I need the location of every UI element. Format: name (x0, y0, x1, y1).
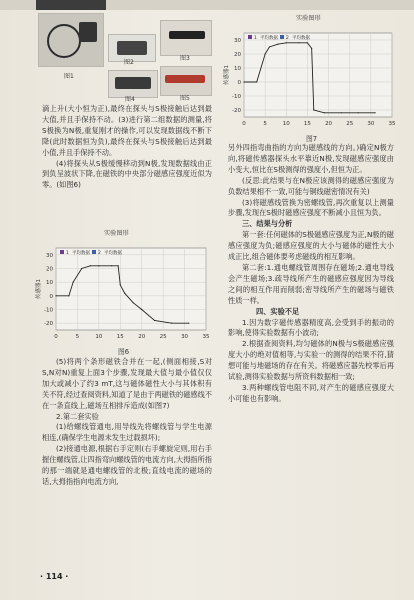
y-tick-label: -20 (232, 108, 241, 114)
right-column (228, 143, 394, 405)
series-point (269, 46, 270, 47)
series-point (171, 323, 172, 324)
y-tick-label: 0 (49, 293, 53, 300)
figure-7-caption: 图7 (306, 135, 318, 143)
photo-1 (38, 13, 104, 67)
y-tick-label: 10 (234, 66, 241, 72)
legend-entry: 1 (254, 36, 257, 41)
photo-caption-1: 图1 (64, 73, 74, 80)
series-point (118, 265, 119, 266)
page-header-tab (36, 0, 106, 10)
series-point (90, 265, 91, 266)
x-tick-label: 5 (75, 334, 80, 340)
series-point (55, 295, 56, 296)
series-point (68, 295, 69, 296)
series-point (154, 320, 155, 321)
right-paragraph-1: 另外四指弯曲指的方向为磁感线的方向。)确定N极方向,将磁传感器探头水平靠近N极,发现磁感应强度由小变大,恒比在S极测得的强度小,但恒为正。 (228, 143, 394, 174)
results-heading: 三、结果与分析 (242, 219, 293, 229)
series-point (81, 268, 82, 269)
series-point (133, 302, 134, 303)
x-tick-label: 0 (242, 121, 246, 127)
x-tick-label: 5 (263, 121, 267, 127)
right-paragraph-2: (反思:此结果与在N极应该测得的磁感应强度为负数结果相不一致,可能与铜线磁密情况有关) (228, 175, 394, 196)
y-axis-label: 传感器1 (224, 65, 230, 85)
y-tick-label: 20 (234, 52, 241, 58)
photo-caption-3: 图3 (180, 55, 190, 62)
figure-7-title: 实验图形 (296, 15, 321, 22)
y-tick-label: 10 (46, 280, 53, 287)
y-tick-label: 30 (46, 252, 53, 259)
figure-6-chart (34, 236, 214, 344)
x-tick-label: 25 (346, 121, 354, 127)
x-tick-label: 20 (325, 121, 333, 127)
left-paragraph-3: (5)将两个条形磁铁合并在一起,(侧面相接,S对S,N对N)重复上面3个步骤,发现最大值与最小值仅仅加大或减小了约3 mT,这与磁体磁性大小与其体积有关不符,经过查阅资料,知道了是由于两磁铁的磁感线不在一条直线上,磁场互相排斥造成(如图7) (42, 357, 212, 410)
series-point (324, 112, 325, 113)
series-point (265, 53, 266, 54)
right-paragraph-4: 第一套:任何磁体的S极磁感应强度为正,N极的磁感应强度为负;磁感应强度的大小与磁体的磁性大小成正比,组合磁体要考虑磁线的相互影响。 (228, 230, 394, 262)
series-point (141, 309, 142, 310)
series-point (311, 48, 312, 49)
y-axis-label: 传感器1 (36, 279, 42, 299)
left-paragraph-5: (1)给螺线管通电,用导线先将螺线管与学生电源相连,(确保学生电源未发生过载损坏); (42, 422, 212, 443)
series-point (256, 81, 257, 82)
series-point (111, 265, 112, 266)
photo-3 (160, 20, 212, 56)
figure-6-title: 实验图形 (104, 230, 129, 237)
page-number: · 114 · (40, 572, 69, 581)
shortcomings-heading: 四、实验不足 (256, 306, 300, 316)
series-point (341, 112, 342, 113)
left-paragraph-1: 滴上升(大小恒为正),最终在探头与S极接触后达到最大值,并且手保持不动。(3)进行第二组数据的测量,将S极换为N极,重复刚才的操作,可以发现数据线不断下降(此时数据恒为负),最终在探头与S极接触后达到最小值,并且手保持不动。 (42, 104, 212, 157)
figure-6-caption: 图6 (118, 348, 130, 356)
right-paragraph-8: 3.两种螺线管电阻不同,对产生的磁感应强度大小可能也有影响。 (228, 382, 394, 403)
series-point (313, 109, 314, 110)
series-point (243, 81, 244, 82)
y-tick-label: 20 (46, 266, 53, 273)
legend-entry: 2 (286, 36, 289, 41)
x-tick-label: 20 (138, 334, 146, 340)
plot-area (244, 33, 392, 117)
legend-entry: 1 (66, 251, 69, 256)
y-tick-label: -10 (232, 94, 241, 100)
series-point (98, 265, 99, 266)
x-tick-label: 35 (388, 121, 396, 127)
legend-swatch (92, 250, 96, 254)
plot-area (56, 248, 206, 330)
x-tick-label: 10 (95, 334, 103, 340)
x-tick-label: 15 (303, 121, 311, 127)
series-point (307, 42, 308, 43)
y-tick-label: 30 (234, 38, 241, 44)
series-point (374, 112, 375, 113)
series-point (120, 284, 121, 285)
right-paragraph-7: 2.根据查阅资料,均匀磁体的N极与S极磁感应强度大小的绝对值相等,与实验一的测得的结果不符,猜想可能与地磁场的存在有关。将磁感应器先校零后再试验,测得实验数据与所资料数据相一致; (228, 339, 394, 382)
y-tick-label: -10 (44, 307, 53, 314)
photo-caption-5: 图5 (180, 95, 190, 102)
series-point (73, 282, 74, 283)
legend-entry: 平均数据 (260, 36, 278, 41)
left-column (42, 104, 212, 191)
left-paragraph-4: 2.第二套实验 (56, 411, 99, 421)
series-point (277, 44, 278, 45)
legend-entry: 平均数据 (104, 251, 122, 256)
legend-swatch (248, 35, 252, 39)
photo-caption-4: 图4 (125, 96, 135, 103)
right-paragraph-6: 1.因为数字磁传感器精度高,会受到手的振动的影响,使得实验数据有小波动; (228, 317, 394, 338)
x-tick-label: 30 (367, 121, 375, 127)
left-paragraph-6: (2)接通电源,根据右手定则(右手螺旋定则,用右手握住螺线管,让四指弯向螺线管的电流方向,大拇指所指的那一端就是通电螺线管的北极;直线电流的磁场的话,大拇指指向电流方向, (42, 444, 212, 486)
series-point (188, 323, 189, 324)
legend-swatch (60, 250, 64, 254)
photo-2 (108, 34, 156, 62)
y-tick-label: 0 (237, 80, 241, 86)
y-tick-label: -20 (44, 321, 53, 328)
series-point (358, 112, 359, 113)
left-paragraph-2: (4)将探头从S极缓慢移动到N极,发现数据线由正到负呈波状下降,在磁铁的中央部分磁感应强度近似为零。(如图6) (42, 158, 212, 190)
photo-caption-2: 图2 (124, 59, 134, 66)
photo-4 (108, 70, 158, 98)
series-point (298, 42, 299, 43)
x-tick-label: 35 (202, 334, 210, 340)
legend-entry: 平均数据 (72, 251, 90, 256)
legend-entry: 2 (98, 251, 101, 256)
legend-swatch (280, 35, 284, 39)
x-tick-label: 30 (181, 334, 189, 340)
series-point (124, 293, 125, 294)
x-tick-label: 0 (54, 334, 58, 340)
legend-entry: 平均数据 (292, 36, 310, 41)
x-tick-label: 25 (159, 334, 167, 340)
x-tick-label: 10 (282, 121, 290, 127)
series-point (286, 42, 287, 43)
right-paragraph-5: 第二套:1.通电螺线管周围存在磁场;2.通电导线会产生磁场;3.疏导线所产生的磁感应强度因为导线之间的相互作用而削弱;密导线所产生的磁场与磁铁性质一样。 (228, 262, 394, 305)
x-tick-label: 15 (116, 334, 124, 340)
figure-7-chart (222, 21, 400, 131)
left-column-lower (42, 357, 212, 488)
right-paragraph-3: (3)将磁感线管换为密螺线管,再次重复以上测量步骤,发现在S极时磁感应强度不断减小且恒为负。 (228, 197, 394, 218)
photo-5 (160, 66, 212, 96)
